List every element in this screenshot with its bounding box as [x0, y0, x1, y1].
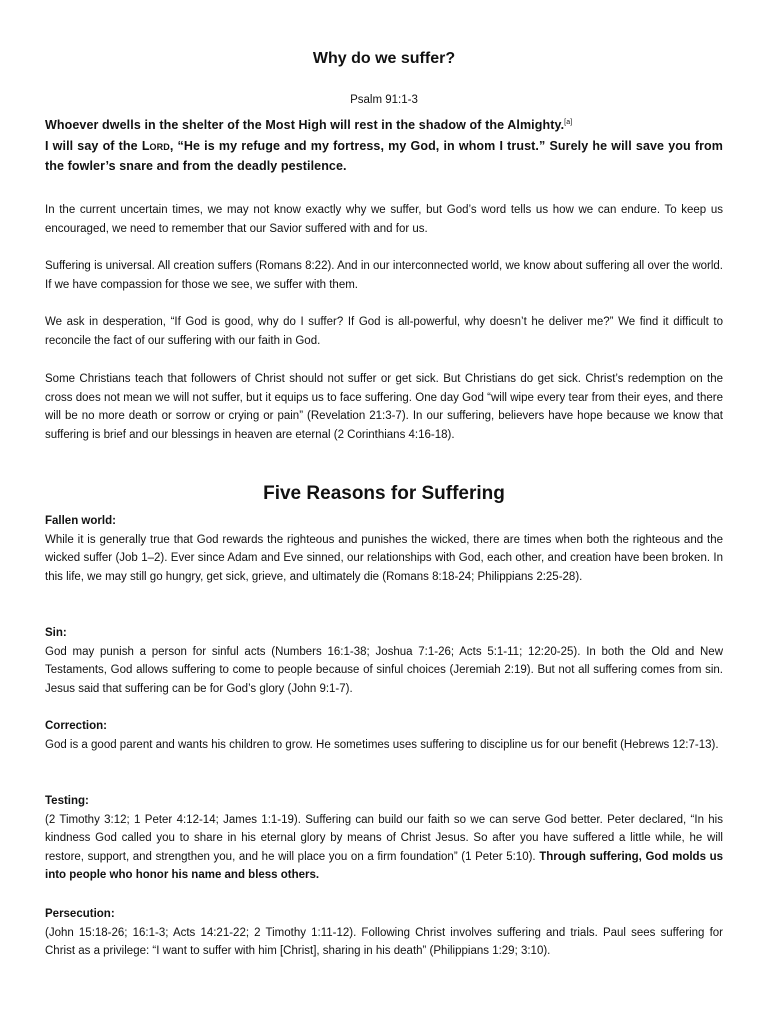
psalm-reference: Psalm 91:1-3	[350, 94, 418, 106]
universal-paragraph: Suffering is universal. All creation suffers (Romans 8:22). And in our interconnected world, we know about suffering all over the world. If we have compassion for those we see, we suffer with them.	[45, 260, 723, 291]
verse-lord: Lord	[141, 138, 170, 153]
verse-line-1: Whoever dwells in the shelter of the Most High will rest in the shadow of the Almighty.	[45, 118, 565, 133]
section-title: Five Reasons for Suffering	[263, 483, 505, 504]
footnote-marker[interactable]: [a]	[564, 119, 573, 126]
intro-paragraph: In the current uncertain times, we may not know exactly why we suffer, but God’s word tells us how we can endure. To keep us encouraged, we need to remember that our Savior suffered with and for us.	[45, 204, 723, 235]
page-title: Why do we suffer?	[312, 50, 456, 67]
reason-text: (2 Timothy 3:12; 1 Peter 4:12-14; James 1:1-19). Suffering can build our faith so we can serve God better. Peter declared, “In his kindness God called you to share in his eternal glory by means of Christ Jesus. So after you have suffered a little while, he will restore, support, and strengthen you, and he will place you on a firm foundation” (1 Peter 5:10).	[45, 813, 723, 863]
reason-heading: Correction:	[45, 720, 107, 732]
reason-text: (John 15:18-26; 16:1-3; Acts 14:21-22; 2 Timothy 1:11-12). Following Christ involves suffering and trials. Paul sees suffering for Christ as a privilege: “I want to suffer with him [Christ], sharing in his death” (Philippians 1:29; 3:10).	[45, 926, 723, 957]
psalm-verse	[45, 113, 723, 177]
verse-line-2-pre: I will say of the	[45, 138, 142, 153]
verse-line-2-post: , “He is my refuge and my fortress, my God, in whom I trust.” Surely he will save you from the fowler’s snare and from the deadly pestilence.	[45, 138, 723, 174]
reason-fallen-world	[45, 512, 723, 586]
reason-text: God is a good parent and wants his children to grow. He sometimes uses suffering to discipline us for our benefit (Hebrews 12:7-13).	[45, 738, 719, 751]
reason-text-block	[45, 811, 723, 885]
reason-bold-text: Through suffering, God molds us into people who honor his name and bless others.	[45, 850, 723, 881]
reason-heading: Persecution:	[45, 908, 115, 920]
reason-heading: Fallen world:	[45, 515, 116, 527]
christians-paragraph: Some Christians teach that followers of Christ should not suffer or get sick. But Christians do get sick. Christ’s redemption on the cross does not mean we will not suffer, but it equips us to face suffering. One day God “will wipe every tear from their eyes, and there will be no more death or sorrow or crying or pain” (Revelation 21:3-7). In our suffering, believers have hope because we know that suffering is brief and our blessings in heaven are eternal (2 Corinthians 4:16-18).	[45, 373, 723, 441]
reason-correction	[45, 717, 723, 754]
reason-text: God may punish a person for sinful acts (Numbers 16:1-38; Joshua 7:1-26; Acts 5:1-11; 12:20-25). In both the Old and New Testaments, God allows suffering to come to people because of sinful choices (Jeremiah 2:19). But not all suffering comes from sin. Jesus said that suffering can be for God’s glory (John 9:1-7).	[45, 645, 723, 695]
desperation-paragraph: We ask in desperation, “If God is good, why do I suffer? If God is all-powerful, why doesn’t he deliver me?” We find it difficult to reconcile the fact of our suffering with our faith in God.	[45, 316, 723, 347]
reason-sin	[45, 624, 723, 698]
reason-testing	[45, 792, 723, 885]
reason-heading: Sin:	[45, 627, 67, 639]
reason-heading: Testing:	[45, 795, 89, 807]
reason-text: While it is generally true that God rewards the righteous and punishes the wicked, there are times when both the righteous and the wicked suffer (Job 1–2). Ever since Adam and Eve sinned, our relationships with God, each other, and creation have been broken. In this life, we may still go hungry, get sick, grieve, and ultimately die (Romans 8:18-24; Philippians 2:25-28).	[45, 533, 723, 583]
reason-persecution	[45, 905, 723, 961]
